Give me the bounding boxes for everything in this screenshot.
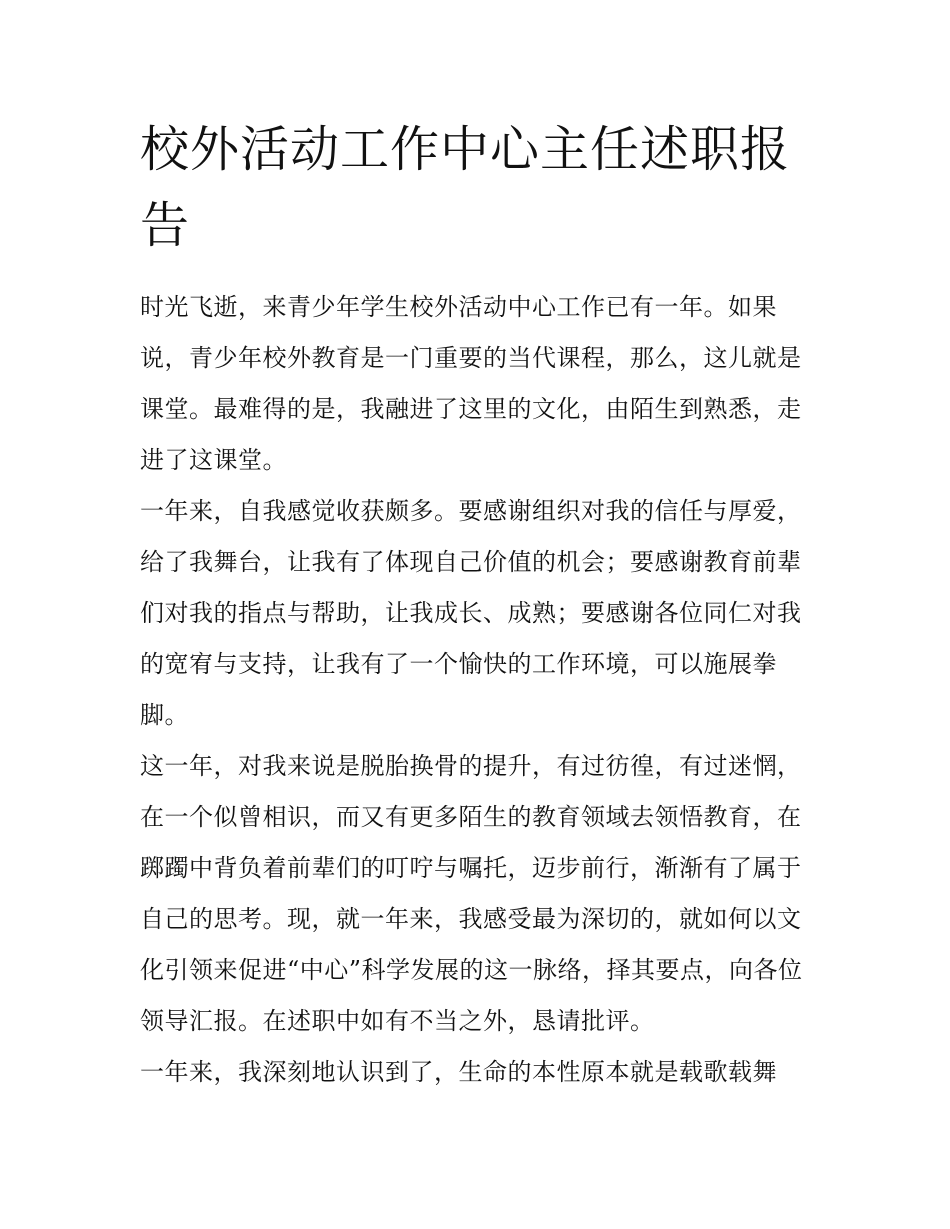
paragraph-1: 时光飞逝，来青少年学生校外活动中心工作已有一年。如果说，青少年校外教育是一门重要的当代课程，那么，这儿就是课堂。最难得的是，我融进了这里的文化，由陌生到熟悉，走进了这课堂。 [140,292,802,474]
paragraph-4: 一年来，我深刻地认识到了，生命的本性原本就是载歌载舞 [140,1057,777,1086]
document-title: 校外活动工作中心主任述职报告 [140,121,791,255]
document-body [140,112,820,1098]
paragraph-2: 一年来，自我感觉收获颇多。要感谢组织对我的信任与厚爱，给了我舞台，让我有了体现自己价值的机会；要感谢教育前辈们对我的指点与帮助，让我成长、成熟；要感谢各位同仁对我的宽宥与支持，让我有了一个愉快的工作环境，可以施展拳脚。 [140,496,802,729]
paragraph-3: 这一年，对我来说是脱胎换骨的提升，有过彷徨，有过迷惘，在一个似曾相识，而又有更多陌生的教育领域去领悟教育，在踯躅中背负着前辈们的叮咛与嘱托，迈步前行，渐渐有了属于自己的思考。现，就一年来，我感受最为深切的，就如何以文化引领来促进“中心”科学发展的这一脉络，择其要点，向各位领导汇报。在述职中如有不当之外，恳请批评。 [140,751,803,1035]
